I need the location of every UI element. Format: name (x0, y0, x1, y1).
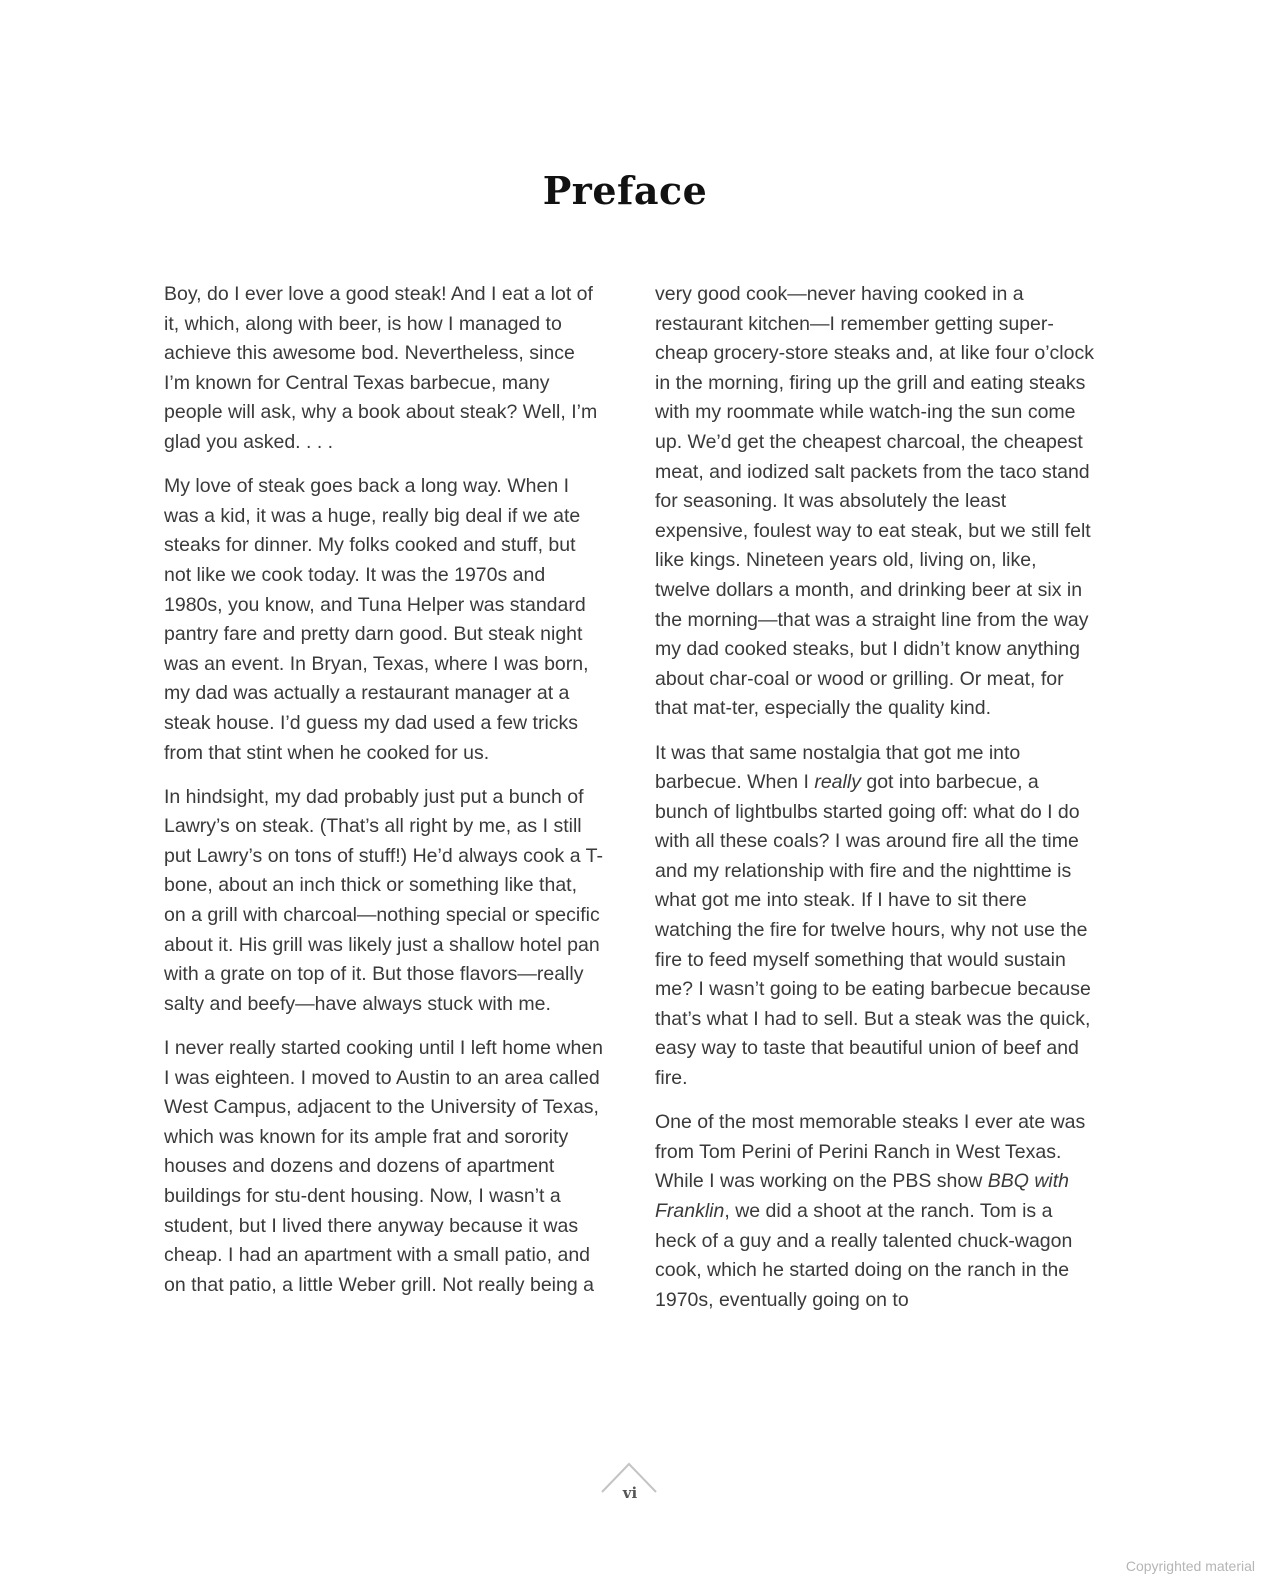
text-run: One of the most memorable steaks I ever ate was from Tom Perini of Perini Ranch in West Texas. While I was working on the PBS show (655, 1111, 1086, 1193)
left-column (164, 280, 604, 1315)
paragraph: In hindsight, my dad probably just put a bunch of Lawry’s on steak. (That’s all right by me, as I still put Lawry’s on tons of stuff!) He’d always cook a T-bone, about an inch thick or something like that, on a grill with charcoal—nothing special or specific about it. His grill was likely just a shallow hotel pan with a grate on top of it. But those flavors—really salty and beefy—have always stuck with me. (164, 785, 603, 1015)
paragraph: Boy, do I ever love a good steak! And I eat a lot of it, which, along with beer, is how I managed to achieve this awesome bod. Nevertheless, since I’m known for Central Texas barbecue, many people will ask, why a book about steak? Well, I’m glad you asked. . . . (164, 283, 598, 453)
text-run: , we did a shoot at the ranch. Tom is a heck of a guy and a really talented chuck-wagon cook, which he started doing on the ranch in the 1970s, eventually going on to (655, 1200, 1073, 1311)
paragraph (655, 1108, 1095, 1315)
page-title: Preface (542, 168, 708, 213)
paragraph: I never really started cooking until I left home when I was eighteen. I moved to Austin to an area called West Campus, adjacent to the University of Texas, which was known for its ample frat and sorority houses and dozens and dozens of apartment buildings for stu-dent housing. Now, I wasn’t a student, but I lived there anyway because it was cheap. I had an apartment with a small patio, and on that patio, a little Weber grill. Not really being a (164, 1037, 603, 1296)
text-run: It was that same nostalgia that got me into barbecue. When I (655, 741, 1021, 794)
copyright-watermark: Copyrighted material (1125, 1558, 1255, 1574)
show-title: BBQ with Franklin (655, 1170, 1070, 1222)
right-column (655, 280, 1095, 1330)
paragraph (655, 739, 1095, 1094)
paragraph: very good cook—never having cooked in a restaurant kitchen—I remember getting super-cheap grocery-store steaks and, at like four o’clock in the morning, firing up the grill and eating steaks with my roommate while watch-ing the sun come up. We’d get the cheapest charcoal, the cheapest meat, and iodized salt packets from the taco stand for seasoning. It was absolutely the least expensive, foulest way to eat steak, but we still felt like kings. Nineteen years old, living on, like, twelve dollars a month, and drinking beer at six in the morning—that was a straight line from the way my dad cooked steaks, but I didn’t know anything about char-coal or wood or grilling. Or meat, for that mat-ter, especially the quality kind. (655, 283, 1094, 720)
emphasis: really (814, 771, 861, 794)
paragraph: My love of steak goes back a long way. When I was a kid, it was a huge, really big deal if we ate steaks for dinner. My folks cooked and stuff, but not like we cook today. It was the 1970s and 1980s, you know, and Tuna Helper was standard pantry fare and pretty darn good. But steak night was an event. In Bryan, Texas, where I was born, my dad was actually a restaurant manager at a steak house. I’d guess my dad used a few tricks from that stint when he cooked for us. (164, 475, 589, 764)
text-run: got into barbecue, a bunch of lightbulbs started going off: what do I do with all these coals? I was around fire all the time and my relationship with fire and the nighttime is what got me into steak. If I have to sit there watching the fire for twelve hours, why not use the fire to feed myself something that would sustain me? I wasn’t going to be eating barbecue because that’s what I had to sell. But a steak was the quick, easy way to taste that beautiful union of beef and fire. (655, 771, 1091, 1090)
page-number: vi (622, 1484, 638, 1502)
folio (600, 1460, 660, 1508)
